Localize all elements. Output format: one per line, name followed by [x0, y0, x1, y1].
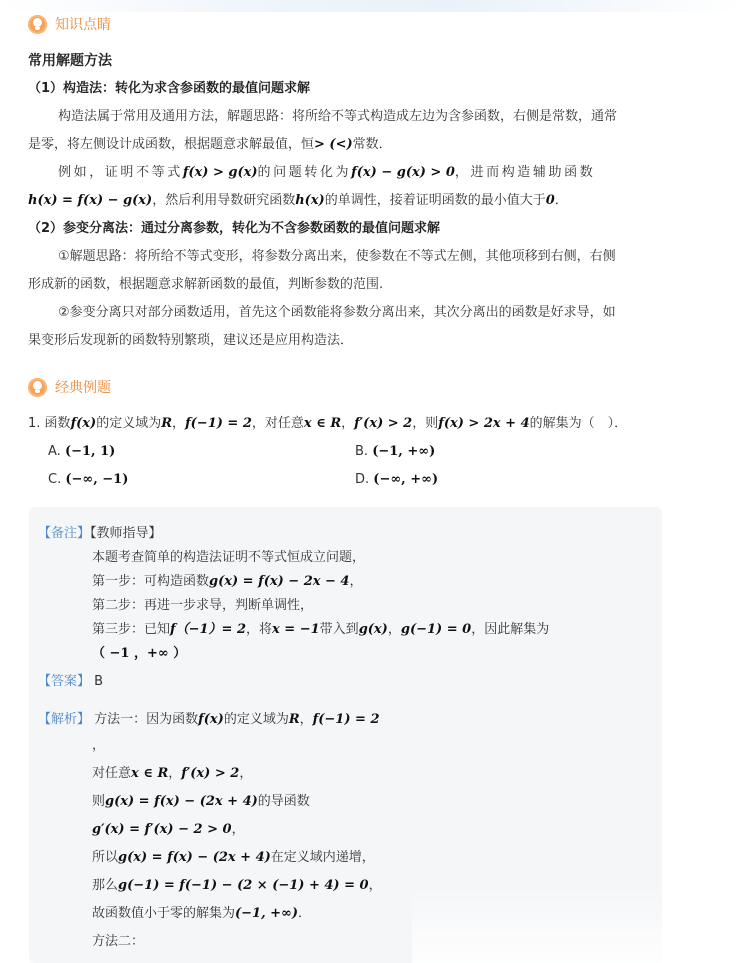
math: f(x) − g(x) > 0 — [351, 165, 455, 180]
text: 的定义域为 — [96, 416, 162, 431]
top-banner-decoration — [0, 0, 742, 12]
note-line-1: 本题考查简单的构造法证明不等式恒成立问题， — [92, 550, 366, 565]
text: 则 — [92, 794, 106, 809]
math: R — [288, 712, 300, 727]
text: ， — [368, 878, 382, 893]
math: x ∈ R — [131, 766, 169, 781]
math: f(x) — [198, 712, 224, 727]
answer-tag: 【答案】 — [38, 674, 91, 689]
text: 的问题转化为 — [257, 165, 352, 180]
text: ， — [349, 574, 363, 589]
lightbulb-icon — [28, 15, 47, 34]
analysis-line-9: 方法二： — [92, 934, 145, 949]
note-line-5: （ −1 ，+∞ ） — [92, 646, 187, 661]
text: 对任意 — [92, 766, 132, 781]
math: f(−1) = 2 — [185, 416, 252, 431]
text: 函数 — [44, 416, 71, 431]
math: R — [161, 416, 173, 431]
analysis-line-1 — [38, 710, 380, 730]
math: f(x) — [70, 416, 97, 431]
math: g(−1) = 0 — [400, 622, 472, 637]
text: 是零，将左侧设计成函数，根据题意求解最值，恒 — [28, 137, 315, 152]
method-1-line-2 — [28, 135, 392, 155]
section-header-knowledge — [28, 12, 111, 36]
option-value: (−∞, +∞) — [373, 472, 439, 487]
analysis-line-6 — [92, 848, 375, 868]
text: 方法一：因为函数 — [94, 712, 199, 727]
text: 在定义域内递增， — [270, 850, 375, 865]
math: g(x) = f(x) − (2x + 4) — [118, 850, 271, 865]
method-2-title: （2）参变分离法：通过分离参数，转化为不含参数函数的最值问题求解 — [28, 221, 441, 236]
analysis-line-7 — [92, 876, 382, 896]
method-1-line-3 — [58, 163, 595, 183]
option-b[interactable] — [355, 442, 435, 462]
math: x ∈ R — [303, 416, 342, 431]
math: g(x) — [358, 622, 388, 637]
math: f(x) > g(x) — [182, 165, 258, 180]
text: ， — [231, 822, 245, 837]
text: ，然后利用导数研究函数 — [152, 193, 296, 208]
option-c[interactable] — [48, 470, 128, 490]
method-2-line-1: ①解题思路：将所给不等式变形，将参数分离出来，使参数在不等式左侧，其他项移到右侧，右侧 — [58, 249, 616, 264]
analysis-line-3 — [92, 764, 252, 784]
math: g(x) = f(x) − 2x − 4 — [209, 574, 350, 589]
analysis-line-4 — [92, 792, 310, 812]
text: ，将 — [246, 622, 273, 637]
text: ， — [299, 712, 313, 727]
text: 第三步：已知 — [92, 622, 171, 637]
text: ， — [172, 416, 186, 431]
method-2-line-2: 形成新的函数，根据题意求解新函数的最值，判断参数的范围. — [28, 277, 384, 292]
text: ，进而构造辅助函数 — [454, 165, 596, 180]
text: 的单调性，接着证明函数的最小值大于 — [324, 193, 546, 208]
answer-value: B — [94, 674, 104, 689]
question-stem — [28, 414, 627, 434]
text: ， — [168, 766, 182, 781]
text: ，因此解集为 — [471, 622, 550, 637]
text: ， — [341, 416, 355, 431]
math: (−1, +∞) — [235, 906, 299, 921]
section-header-examples — [28, 375, 111, 399]
text: 所以 — [92, 850, 119, 865]
math: f′(x) > 2 — [181, 766, 240, 781]
option-label: C. — [48, 472, 62, 487]
note-line-2 — [92, 572, 363, 592]
option-value: (−1, +∞) — [372, 444, 436, 459]
analysis-line-5 — [92, 820, 245, 840]
method-1-line-1: 构造法属于常用及通用方法，解题思路：将所给不等式构造成左边为含参函数，右侧是常数，通常 — [58, 109, 618, 124]
note-line-3: 第二步：再进一步求导，判断单调性， — [92, 598, 314, 613]
math: g(−1) = f(−1) − (2 × (−1) + 4) = 0 — [118, 878, 369, 893]
option-value: (−∞, −1) — [65, 472, 129, 487]
method-1-title: （1）构造法：转化为求含参函数的最值问题求解 — [28, 81, 311, 96]
option-label: B. — [355, 444, 369, 459]
text: ，则 — [412, 416, 439, 431]
analysis-tag: 【解析】 — [38, 712, 91, 727]
text: 常数． — [352, 137, 392, 152]
text: 的解集为（ ）． — [529, 416, 628, 431]
option-label: D. — [355, 472, 370, 487]
math: h(x) = f(x) − g(x) — [28, 193, 153, 208]
lightbulb-icon — [28, 378, 47, 397]
text: 的定义域为 — [223, 712, 289, 727]
note-line-4 — [92, 620, 549, 640]
option-a[interactable] — [48, 442, 115, 462]
text: ． — [554, 193, 568, 208]
math: f(x) > 2x + 4 — [438, 416, 530, 431]
text: 第一步：可构造函数 — [92, 574, 210, 589]
math: f′(x) > 2 — [354, 416, 413, 431]
question-number: 1. — [28, 416, 41, 431]
text: 的导函数 — [257, 794, 310, 809]
option-value: (−1, 1) — [64, 444, 116, 459]
text: 例如，证明不等式 — [58, 165, 183, 180]
text: 带入到 — [319, 622, 359, 637]
math: h(x) — [295, 193, 325, 208]
method-2-line-4: 果变形后发现新的函数特别繁琐，建议还是应用构造法． — [28, 333, 354, 348]
option-label: A. — [48, 444, 61, 459]
section-title: 知识点睛 — [55, 17, 111, 33]
math: g(x) = f(x) − (2x + 4) — [105, 794, 258, 809]
text: ． — [298, 906, 312, 921]
math: > (<) — [314, 137, 353, 152]
text: ， — [387, 622, 401, 637]
text: 故函数值小于零的解集为 — [92, 906, 236, 921]
analysis-line-2: ， — [92, 738, 106, 753]
math: f（−1）= 2 — [170, 622, 247, 637]
text: 那么 — [92, 878, 119, 893]
methods-heading: 常用解题方法 — [28, 53, 112, 69]
math: x = −1 — [272, 622, 320, 637]
math: f(−1) = 2 — [312, 712, 380, 727]
math: g′(x) = f′(x) − 2 > 0 — [92, 822, 232, 837]
text: ，对任意 — [251, 416, 304, 431]
text: ， — [239, 766, 253, 781]
method-1-line-4 — [28, 191, 568, 211]
answer-row — [38, 672, 103, 692]
method-2-line-3: ②参变分离只对部分函数适用，首先这个函数能将参数分离出来，其次分离出的函数是好求导，如 — [58, 305, 616, 320]
analysis-line-8 — [92, 904, 311, 924]
note-tag: 【备注】 — [38, 526, 91, 541]
math: 0 — [545, 193, 555, 208]
option-d[interactable] — [355, 470, 438, 490]
teacher-guide-label: 【教师指导】 — [90, 526, 162, 541]
note-header — [38, 524, 162, 544]
section-title: 经典例题 — [55, 380, 111, 396]
